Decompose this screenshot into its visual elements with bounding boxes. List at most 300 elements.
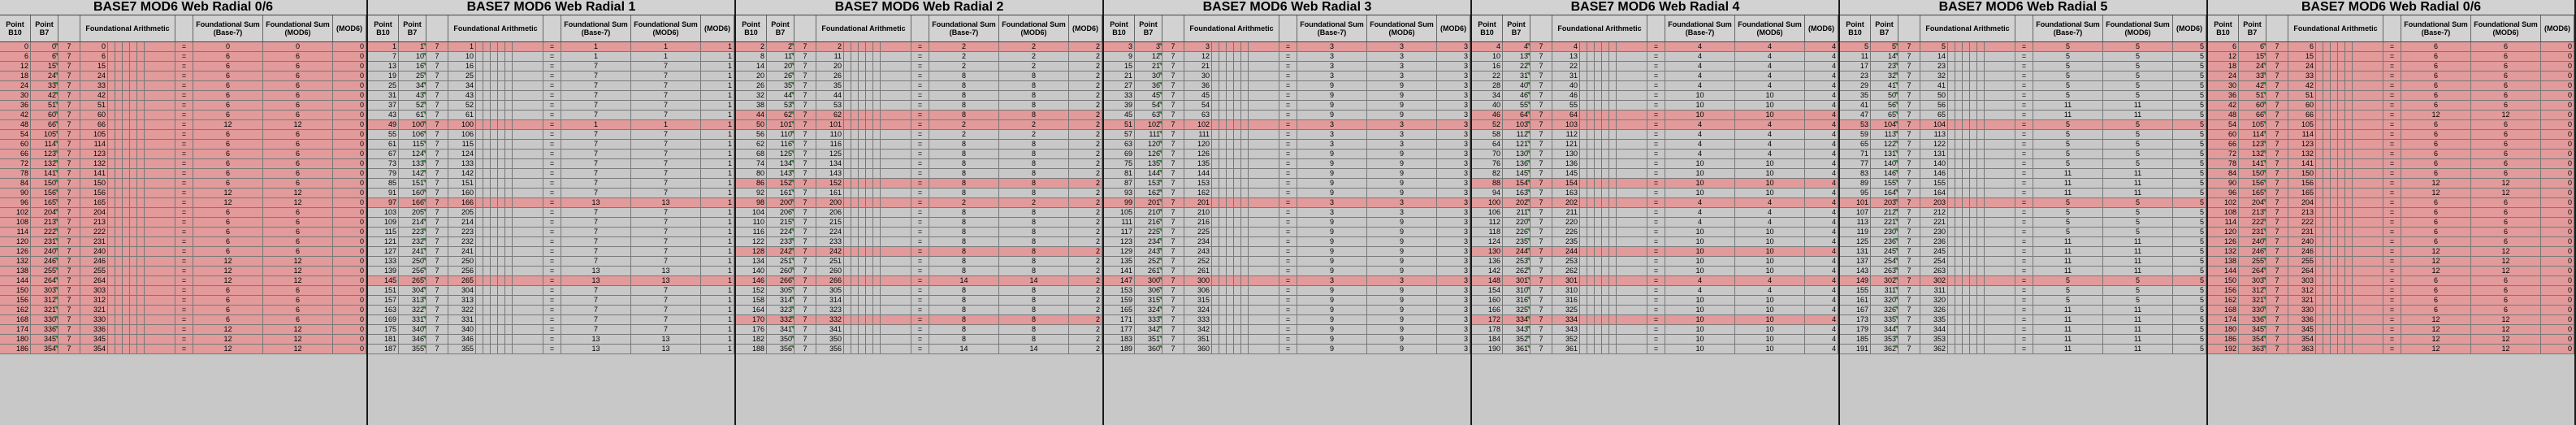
arithmetic-cell[interactable]: 101 xyxy=(816,120,844,129)
digit-cell[interactable] xyxy=(1595,189,1602,197)
point-b7-cell[interactable]: 32 xyxy=(1871,72,1898,80)
point-b10-cell[interactable]: 159 xyxy=(1104,296,1135,305)
digit-cell[interactable] xyxy=(1212,228,1219,236)
digit-cell[interactable] xyxy=(1977,315,1985,324)
sum-base7-cell[interactable]: 11 xyxy=(2033,111,2103,119)
digit-cell[interactable] xyxy=(115,130,123,139)
sum-base7-cell[interactable]: 9 xyxy=(1297,189,1367,197)
digit-cell[interactable] xyxy=(498,198,505,207)
point-b10-cell[interactable]: 184 xyxy=(1472,335,1503,344)
point-b7-cell[interactable]: 6 xyxy=(31,52,58,61)
mod6-cell[interactable]: 3 xyxy=(1437,140,1470,149)
point-b7-cell[interactable]: 305 xyxy=(767,286,794,295)
digit-cell[interactable] xyxy=(476,81,483,90)
digit-cell[interactable] xyxy=(866,296,873,305)
digit-cell[interactable] xyxy=(1219,101,1227,110)
arithmetic-cell[interactable]: 163 xyxy=(1552,189,1580,197)
point-b7-cell[interactable]: 161 xyxy=(767,189,794,197)
sum-base7-cell[interactable]: 10 xyxy=(1665,101,1735,110)
equals-cell[interactable]: = xyxy=(1647,315,1665,324)
point-b10-cell[interactable]: 187 xyxy=(368,345,399,353)
sum-mod6-cell[interactable]: 12 xyxy=(263,335,333,344)
base-marker-cell[interactable]: 7 xyxy=(1530,208,1552,217)
digit-cell[interactable] xyxy=(866,150,873,158)
point-b7-cell[interactable]: 246 xyxy=(31,257,58,266)
sum-base7-cell[interactable]: 9 xyxy=(1297,325,1367,334)
point-b10-cell[interactable]: 129 xyxy=(1104,247,1135,256)
point-b10-cell[interactable]: 30 xyxy=(0,91,31,100)
base-marker-cell[interactable]: 7 xyxy=(1898,267,1920,275)
base-marker-cell[interactable]: 7 xyxy=(58,286,80,295)
base-marker-cell[interactable]: 7 xyxy=(794,276,816,285)
digit-cell[interactable] xyxy=(1595,335,1602,344)
spacer-cell[interactable] xyxy=(1985,198,2015,207)
header-mod6[interactable]: (MOD6) xyxy=(2173,15,2206,41)
digit-cell[interactable] xyxy=(2345,81,2353,90)
sum-mod6-cell[interactable]: 6 xyxy=(2471,91,2541,100)
digit-cell[interactable] xyxy=(844,218,851,227)
arithmetic-cell[interactable]: 226 xyxy=(1552,228,1580,236)
digit-cell[interactable] xyxy=(505,296,513,305)
digit-cell[interactable] xyxy=(476,208,483,217)
arithmetic-cell[interactable]: 150 xyxy=(2288,169,2316,178)
base-marker-cell[interactable]: 7 xyxy=(58,169,80,178)
digit-cell[interactable] xyxy=(115,91,123,100)
digit-cell[interactable] xyxy=(1234,91,1241,100)
digit-cell[interactable] xyxy=(859,345,866,353)
point-b7-cell[interactable]: 225 xyxy=(1135,228,1162,236)
point-b10-cell[interactable]: 122 xyxy=(736,237,767,246)
digit-cell[interactable] xyxy=(859,198,866,207)
digit-cell[interactable] xyxy=(483,198,491,207)
sum-base7-cell[interactable]: 6 xyxy=(2401,276,2471,285)
digit-cell[interactable] xyxy=(1219,179,1227,188)
point-b7-cell[interactable]: 252 xyxy=(1135,257,1162,266)
digit-cell[interactable] xyxy=(130,276,137,285)
sum-base7-cell[interactable]: 4 xyxy=(1665,72,1735,80)
arithmetic-cell[interactable]: 126 xyxy=(1184,150,1212,158)
sum-base7-cell[interactable]: 6 xyxy=(2401,101,2471,110)
mod6-cell[interactable]: 4 xyxy=(1805,179,1838,188)
point-b7-cell[interactable]: 4 xyxy=(1503,42,1530,51)
equals-cell[interactable]: = xyxy=(2383,276,2401,285)
digit-cell[interactable] xyxy=(859,81,866,90)
point-b10-cell[interactable]: 124 xyxy=(1472,237,1503,246)
point-b7-cell[interactable]: 51 xyxy=(31,101,58,110)
digit-cell[interactable] xyxy=(1241,189,1249,197)
point-b7-cell[interactable]: 144 xyxy=(1135,169,1162,178)
sum-mod6-cell[interactable]: 6 xyxy=(2471,296,2541,305)
digit-cell[interactable] xyxy=(1948,198,1955,207)
sum-mod6-cell[interactable]: 9 xyxy=(1367,286,1437,295)
arithmetic-cell[interactable]: 131 xyxy=(1920,150,1948,158)
sum-mod6-cell[interactable]: 6 xyxy=(263,169,333,178)
arithmetic-cell[interactable]: 24 xyxy=(80,72,108,80)
digit-cell[interactable] xyxy=(505,120,513,129)
spacer-cell[interactable] xyxy=(1249,179,1279,188)
point-b7-cell[interactable]: 206 xyxy=(767,208,794,217)
equals-cell[interactable]: = xyxy=(911,179,929,188)
mod6-cell[interactable]: 5 xyxy=(2173,189,2206,197)
sum-mod6-cell[interactable]: 9 xyxy=(1367,150,1437,158)
equals-cell[interactable]: = xyxy=(1647,267,1665,275)
point-b10-cell[interactable]: 174 xyxy=(0,325,31,334)
sum-mod6-cell[interactable]: 9 xyxy=(1367,306,1437,314)
mod6-cell[interactable]: 5 xyxy=(2173,315,2206,324)
sum-base7-cell[interactable]: 11 xyxy=(2033,306,2103,314)
equals-cell[interactable]: = xyxy=(543,62,561,71)
spacer-cell[interactable] xyxy=(2353,228,2383,236)
digit-cell[interactable] xyxy=(1977,218,1985,227)
base-marker-cell[interactable]: 7 xyxy=(2266,257,2288,266)
digit-cell[interactable] xyxy=(1212,120,1219,129)
digit-cell[interactable] xyxy=(1219,159,1227,168)
equals-cell[interactable]: = xyxy=(1647,150,1665,158)
digit-cell[interactable] xyxy=(866,101,873,110)
digit-cell[interactable] xyxy=(1587,276,1595,285)
point-b10-cell[interactable]: 45 xyxy=(1104,111,1135,119)
digit-cell[interactable] xyxy=(1602,42,1609,51)
mod6-cell[interactable]: 3 xyxy=(1437,111,1470,119)
arithmetic-cell[interactable]: 145 xyxy=(1552,169,1580,178)
digit-cell[interactable] xyxy=(1977,189,1985,197)
spacer-cell[interactable] xyxy=(145,52,175,61)
digit-cell[interactable] xyxy=(866,169,873,178)
digit-cell[interactable] xyxy=(1219,189,1227,197)
spacer-cell[interactable] xyxy=(2353,81,2383,90)
mod6-cell[interactable]: 3 xyxy=(1437,218,1470,227)
base-marker-cell[interactable]: 7 xyxy=(2266,130,2288,139)
point-b10-cell[interactable]: 93 xyxy=(1104,189,1135,197)
point-b7-cell[interactable]: 355 xyxy=(399,345,426,353)
spacer-cell[interactable] xyxy=(881,247,911,256)
arithmetic-cell[interactable]: 121 xyxy=(1552,140,1580,149)
digit-cell[interactable] xyxy=(873,111,881,119)
point-b7-cell[interactable]: 215 xyxy=(767,218,794,227)
header-point-b10[interactable]: Point B10 xyxy=(1104,15,1135,41)
digit-cell[interactable] xyxy=(2316,296,2323,305)
mod6-cell[interactable]: 3 xyxy=(1437,189,1470,197)
digit-cell[interactable] xyxy=(1241,101,1249,110)
equals-cell[interactable]: = xyxy=(543,228,561,236)
spacer-cell[interactable] xyxy=(513,218,543,227)
equals-cell[interactable]: = xyxy=(2015,101,2033,110)
arithmetic-cell[interactable]: 262 xyxy=(1552,267,1580,275)
point-b7-cell[interactable]: 131 xyxy=(1871,150,1898,158)
base-marker-cell[interactable]: 7 xyxy=(1162,130,1184,139)
sum-base7-cell[interactable]: 12 xyxy=(193,335,263,344)
mod6-cell[interactable]: 0 xyxy=(333,179,366,188)
mod6-cell[interactable]: 2 xyxy=(1069,345,1102,353)
digit-cell[interactable] xyxy=(1241,169,1249,178)
sum-mod6-cell[interactable]: 9 xyxy=(1367,267,1437,275)
point-b10-cell[interactable]: 37 xyxy=(368,101,399,110)
equals-cell[interactable]: = xyxy=(175,218,193,227)
digit-cell[interactable] xyxy=(130,306,137,314)
point-b7-cell[interactable]: 23 xyxy=(1871,62,1898,71)
spacer-cell[interactable] xyxy=(145,42,175,51)
point-b7-cell[interactable]: 316 xyxy=(1503,296,1530,305)
arithmetic-cell[interactable]: 212 xyxy=(1920,208,1948,217)
base-marker-cell[interactable]: 7 xyxy=(58,52,80,61)
sum-base7-cell[interactable]: 12 xyxy=(2401,111,2471,119)
equals-cell[interactable]: = xyxy=(1279,81,1297,90)
digit-cell[interactable] xyxy=(137,101,145,110)
sum-mod6-cell[interactable]: 7 xyxy=(631,91,701,100)
spacer-cell[interactable] xyxy=(1985,296,2015,305)
equals-cell[interactable]: = xyxy=(543,325,561,334)
sum-mod6-cell[interactable]: 9 xyxy=(1367,81,1437,90)
spacer-cell[interactable] xyxy=(145,111,175,119)
point-b10-cell[interactable]: 105 xyxy=(1104,208,1135,217)
digit-cell[interactable] xyxy=(108,306,115,314)
mod6-cell[interactable]: 1 xyxy=(701,198,734,207)
point-b10-cell[interactable]: 126 xyxy=(2208,237,2239,246)
digit-cell[interactable] xyxy=(866,208,873,217)
base-marker-cell[interactable]: 7 xyxy=(2266,315,2288,324)
point-b7-cell[interactable]: 165 xyxy=(2239,189,2266,197)
point-b7-cell[interactable]: 56 xyxy=(1871,101,1898,110)
point-b10-cell[interactable]: 84 xyxy=(0,179,31,188)
base-marker-cell[interactable]: 7 xyxy=(1162,325,1184,334)
point-b7-cell[interactable]: 12 xyxy=(1135,52,1162,61)
digit-cell[interactable] xyxy=(1948,150,1955,158)
arithmetic-cell[interactable]: 301 xyxy=(1552,276,1580,285)
sum-mod6-cell[interactable]: 9 xyxy=(1367,218,1437,227)
sum-base7-cell[interactable]: 6 xyxy=(193,286,263,295)
mod6-cell[interactable]: 5 xyxy=(2173,247,2206,256)
digit-cell[interactable] xyxy=(1227,120,1234,129)
digit-cell[interactable] xyxy=(137,150,145,158)
digit-cell[interactable] xyxy=(1602,52,1609,61)
arithmetic-cell[interactable]: 65 xyxy=(1920,111,1948,119)
digit-cell[interactable] xyxy=(851,91,859,100)
spacer-cell[interactable] xyxy=(2353,325,2383,334)
equals-cell[interactable]: = xyxy=(2383,42,2401,51)
mod6-cell[interactable]: 3 xyxy=(1437,315,1470,324)
arithmetic-cell[interactable]: 136 xyxy=(1552,159,1580,168)
arithmetic-cell[interactable]: 336 xyxy=(2288,315,2316,324)
arithmetic-cell[interactable]: 342 xyxy=(1184,325,1212,334)
spacer-cell[interactable] xyxy=(145,140,175,149)
point-b10-cell[interactable]: 15 xyxy=(1104,62,1135,71)
sum-mod6-cell[interactable]: 2 xyxy=(999,120,1069,129)
base-marker-cell[interactable]: 7 xyxy=(58,42,80,51)
sum-mod6-cell[interactable]: 2 xyxy=(999,52,1069,61)
arithmetic-cell[interactable]: 155 xyxy=(1920,179,1948,188)
digit-cell[interactable] xyxy=(1948,62,1955,71)
equals-cell[interactable]: = xyxy=(2015,52,2033,61)
digit-cell[interactable] xyxy=(1970,62,1977,71)
digit-cell[interactable] xyxy=(130,315,137,324)
mod6-cell[interactable]: 0 xyxy=(333,257,366,266)
spacer-cell[interactable] xyxy=(1617,345,1647,353)
digit-cell[interactable] xyxy=(866,72,873,80)
equals-cell[interactable]: = xyxy=(2015,237,2033,246)
digit-cell[interactable] xyxy=(1963,325,1970,334)
digit-cell[interactable] xyxy=(1212,91,1219,100)
sum-base7-cell[interactable]: 3 xyxy=(1297,208,1367,217)
digit-cell[interactable] xyxy=(108,169,115,178)
mod6-cell[interactable]: 2 xyxy=(1069,150,1102,158)
digit-cell[interactable] xyxy=(1212,159,1219,168)
digit-cell[interactable] xyxy=(1609,306,1617,314)
spacer-cell[interactable] xyxy=(1249,101,1279,110)
equals-cell[interactable]: = xyxy=(1279,267,1297,275)
digit-cell[interactable] xyxy=(859,237,866,246)
digit-cell[interactable] xyxy=(866,179,873,188)
mod6-cell[interactable]: 0 xyxy=(2541,81,2574,90)
base-marker-cell[interactable]: 7 xyxy=(2266,111,2288,119)
digit-cell[interactable] xyxy=(873,42,881,51)
equals-cell[interactable]: = xyxy=(175,52,193,61)
sum-mod6-cell[interactable]: 2 xyxy=(999,62,1069,71)
digit-cell[interactable] xyxy=(1977,306,1985,314)
spacer-cell[interactable] xyxy=(881,72,911,80)
sum-mod6-cell[interactable]: 10 xyxy=(1735,159,1805,168)
digit-cell[interactable] xyxy=(123,315,130,324)
digit-cell[interactable] xyxy=(498,150,505,158)
point-b10-cell[interactable]: 136 xyxy=(1472,257,1503,266)
base-marker-cell[interactable]: 7 xyxy=(1898,335,1920,344)
digit-cell[interactable] xyxy=(1948,335,1955,344)
point-b7-cell[interactable]: 322 xyxy=(399,306,426,314)
base-marker-cell[interactable]: 7 xyxy=(1898,247,1920,256)
sum-base7-cell[interactable]: 12 xyxy=(193,189,263,197)
arithmetic-cell[interactable]: 4 xyxy=(1552,42,1580,51)
digit-cell[interactable] xyxy=(1977,276,1985,285)
digit-cell[interactable] xyxy=(2323,306,2331,314)
spacer-cell[interactable] xyxy=(1617,315,1647,324)
point-b10-cell[interactable]: 27 xyxy=(1104,81,1135,90)
digit-cell[interactable] xyxy=(476,179,483,188)
equals-cell[interactable]: = xyxy=(2383,150,2401,158)
point-b10-cell[interactable]: 141 xyxy=(1104,267,1135,275)
base-marker-cell[interactable]: 7 xyxy=(58,345,80,353)
digit-cell[interactable] xyxy=(1948,306,1955,314)
digit-cell[interactable] xyxy=(498,247,505,256)
point-b10-cell[interactable]: 121 xyxy=(368,237,399,246)
arithmetic-cell[interactable]: 313 xyxy=(448,296,476,305)
spacer-cell[interactable] xyxy=(145,345,175,353)
digit-cell[interactable] xyxy=(1580,150,1587,158)
point-b7-cell[interactable]: 204 xyxy=(31,208,58,217)
base-marker-cell[interactable]: 7 xyxy=(1162,315,1184,324)
spacer-cell[interactable] xyxy=(1249,325,1279,334)
spacer-cell[interactable] xyxy=(1985,111,2015,119)
digit-cell[interactable] xyxy=(491,62,498,71)
sum-mod6-cell[interactable]: 8 xyxy=(999,140,1069,149)
digit-cell[interactable] xyxy=(2345,140,2353,149)
digit-cell[interactable] xyxy=(498,91,505,100)
mod6-cell[interactable]: 5 xyxy=(2173,150,2206,158)
digit-cell[interactable] xyxy=(1977,335,1985,344)
spacer-cell[interactable] xyxy=(2353,169,2383,178)
base-marker-cell[interactable]: 7 xyxy=(2266,247,2288,256)
digit-cell[interactable] xyxy=(1219,130,1227,139)
digit-cell[interactable] xyxy=(866,62,873,71)
digit-cell[interactable] xyxy=(1970,267,1977,275)
point-b10-cell[interactable]: 55 xyxy=(368,130,399,139)
digit-cell[interactable] xyxy=(1955,306,1963,314)
sum-base7-cell[interactable]: 10 xyxy=(1665,296,1735,305)
digit-cell[interactable] xyxy=(1963,345,1970,353)
digit-cell[interactable] xyxy=(2338,120,2345,129)
digit-cell[interactable] xyxy=(1977,72,1985,80)
point-b7-cell[interactable]: 150 xyxy=(2239,169,2266,178)
digit-cell[interactable] xyxy=(2323,42,2331,51)
digit-cell[interactable] xyxy=(1580,42,1587,51)
spacer-cell[interactable] xyxy=(1249,306,1279,314)
digit-cell[interactable] xyxy=(2323,335,2331,344)
arithmetic-cell[interactable]: 153 xyxy=(1184,179,1212,188)
digit-cell[interactable] xyxy=(1595,130,1602,139)
digit-cell[interactable] xyxy=(1963,286,1970,295)
sum-base7-cell[interactable]: 5 xyxy=(2033,276,2103,285)
digit-cell[interactable] xyxy=(491,169,498,178)
digit-cell[interactable] xyxy=(1241,335,1249,344)
digit-cell[interactable] xyxy=(1587,189,1595,197)
point-b7-cell[interactable]: 114 xyxy=(31,140,58,149)
digit-cell[interactable] xyxy=(476,42,483,51)
equals-cell[interactable]: = xyxy=(1647,52,1665,61)
digit-cell[interactable] xyxy=(859,247,866,256)
digit-cell[interactable] xyxy=(873,198,881,207)
digit-cell[interactable] xyxy=(483,228,491,236)
spacer-cell[interactable] xyxy=(1249,81,1279,90)
digit-cell[interactable] xyxy=(1234,42,1241,51)
sum-base7-cell[interactable]: 6 xyxy=(2401,120,2471,129)
arithmetic-cell[interactable]: 43 xyxy=(448,91,476,100)
sum-mod6-cell[interactable]: 8 xyxy=(999,179,1069,188)
digit-cell[interactable] xyxy=(2316,198,2323,207)
base-marker-cell[interactable]: 7 xyxy=(1162,52,1184,61)
point-b10-cell[interactable]: 78 xyxy=(2208,159,2239,168)
spacer-cell[interactable] xyxy=(1985,345,2015,353)
mod6-cell[interactable]: 4 xyxy=(1805,267,1838,275)
digit-cell[interactable] xyxy=(2316,228,2323,236)
digit-cell[interactable] xyxy=(1234,150,1241,158)
arithmetic-cell[interactable]: 165 xyxy=(80,198,108,207)
mod6-cell[interactable]: 2 xyxy=(1069,42,1102,51)
point-b7-cell[interactable]: 341 xyxy=(767,325,794,334)
base-marker-cell[interactable]: 7 xyxy=(58,247,80,256)
arithmetic-cell[interactable]: 352 xyxy=(1552,335,1580,344)
digit-cell[interactable] xyxy=(1977,111,1985,119)
digit-cell[interactable] xyxy=(108,111,115,119)
base-marker-cell[interactable]: 7 xyxy=(58,130,80,139)
point-b7-cell[interactable]: 35 xyxy=(767,81,794,90)
spacer-cell[interactable] xyxy=(1617,198,1647,207)
base-marker-cell[interactable]: 7 xyxy=(2266,169,2288,178)
digit-cell[interactable] xyxy=(498,169,505,178)
point-b7-cell[interactable]: 152 xyxy=(767,179,794,188)
digit-cell[interactable] xyxy=(1609,296,1617,305)
digit-cell[interactable] xyxy=(137,325,145,334)
arithmetic-cell[interactable]: 114 xyxy=(2288,130,2316,139)
mod6-cell[interactable]: 3 xyxy=(1437,208,1470,217)
sum-base7-cell[interactable]: 10 xyxy=(1665,315,1735,324)
sum-base7-cell[interactable]: 2 xyxy=(929,130,999,139)
point-b10-cell[interactable]: 89 xyxy=(1840,179,1871,188)
point-b7-cell[interactable]: 151 xyxy=(399,179,426,188)
point-b10-cell[interactable]: 88 xyxy=(1472,179,1503,188)
arithmetic-cell[interactable]: 331 xyxy=(448,315,476,324)
header-foundational-sum-mod6[interactable]: Foundational Sum (MOD6) xyxy=(2103,15,2173,41)
mod6-cell[interactable]: 2 xyxy=(1069,267,1102,275)
arithmetic-cell[interactable]: 346 xyxy=(448,335,476,344)
digit-cell[interactable] xyxy=(137,91,145,100)
